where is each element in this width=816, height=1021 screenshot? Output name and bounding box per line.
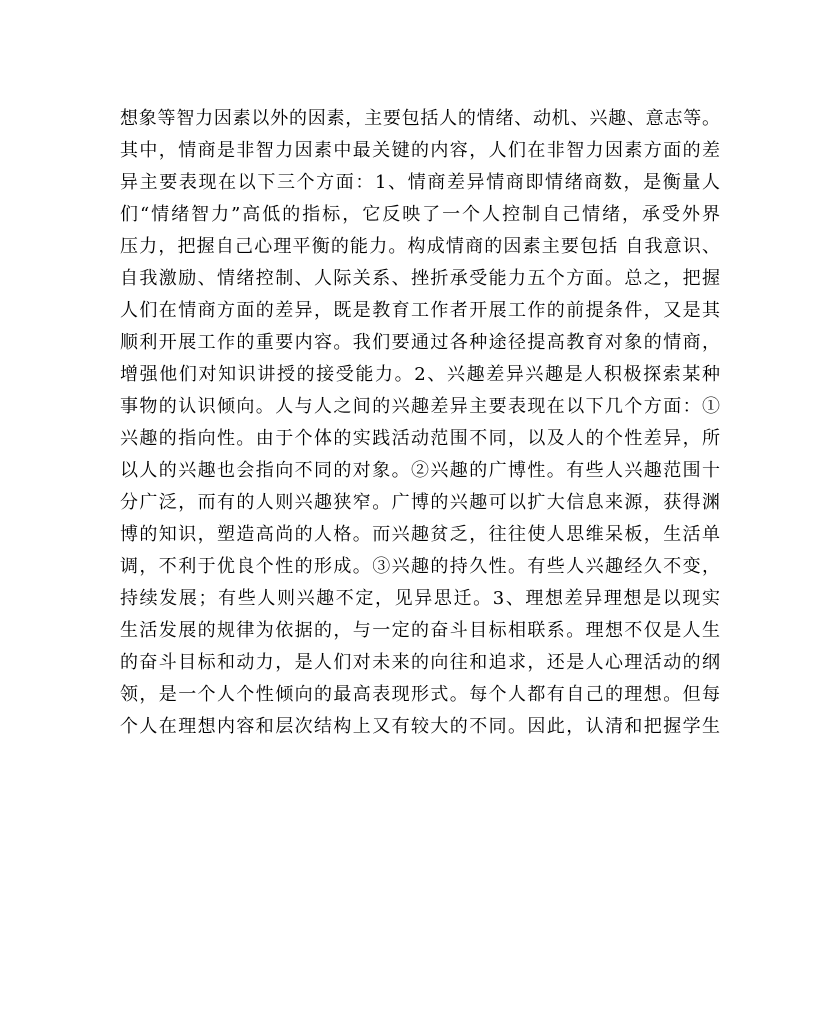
text-line: 自我激励、情绪控制、人际关系、挫折承受能力五个方面。总之，把握	[120, 268, 720, 289]
body-text	[120, 103, 720, 743]
text-line: 以人的兴趣也会指向不同的对象。②兴趣的广博性。有些人兴趣范围十	[120, 460, 720, 481]
text-line: 们“情绪智力”高低的指标，它反映了一个人控制自己情绪，承受外界	[120, 204, 720, 225]
text-line: 领，是一个人个性倾向的最高表现形式。每个人都有自己的理想。但每	[120, 684, 720, 705]
text-line: 博的知识，塑造高尚的人格。而兴趣贫乏，往往使人思维呆板，生活单	[120, 524, 720, 545]
text-line: 调，不利于优良个性的形成。③兴趣的持久性。有些人兴趣经久不变，	[120, 556, 720, 577]
text-line: 顺利开展工作的重要内容。我们要通过各种途径提高教育对象的情商，	[120, 332, 720, 353]
text-line: 事物的认识倾向。人与人之间的兴趣差异主要表现在以下几个方面：①	[120, 396, 720, 417]
text-line: 的奋斗目标和动力，是人们对未来的向往和追求，还是人心理活动的纲	[120, 652, 720, 673]
text-line: 压力，把握自己心理平衡的能力。构成情商的因素主要包括 自我意识、	[120, 236, 720, 257]
text-line: 增强他们对知识讲授的接受能力。2、兴趣差异兴趣是人积极探索某种	[120, 364, 720, 385]
text-line: 分广泛，而有的人则兴趣狭窄。广博的兴趣可以扩大信息来源，获得渊	[120, 492, 720, 513]
text-line: 异主要表现在以下三个方面：1、情商差异情商即情绪商数，是衡量人	[120, 172, 720, 193]
text-line: 人们在情商方面的差异，既是教育工作者开展工作的前提条件，又是其	[120, 300, 720, 321]
text-line: 个人在理想内容和层次结构上又有较大的不同。因此，认清和把握学生	[120, 716, 720, 737]
text-line: 其中，情商是非智力因素中最关键的内容，人们在非智力因素方面的差	[120, 140, 720, 161]
text-line: 想象等智力因素以外的因素，主要包括人的情绪、动机、兴趣、意志等。	[120, 108, 720, 129]
text-line: 持续发展；有些人则兴趣不定，见异思迁。3、理想差异理想是以现实	[120, 588, 720, 609]
text-line: 生活发展的规律为依据的，与一定的奋斗目标相联系。理想不仅是人生	[120, 620, 720, 641]
text-line: 兴趣的指向性。由于个体的实践活动范围不同，以及人的个性差异，所	[120, 428, 720, 449]
